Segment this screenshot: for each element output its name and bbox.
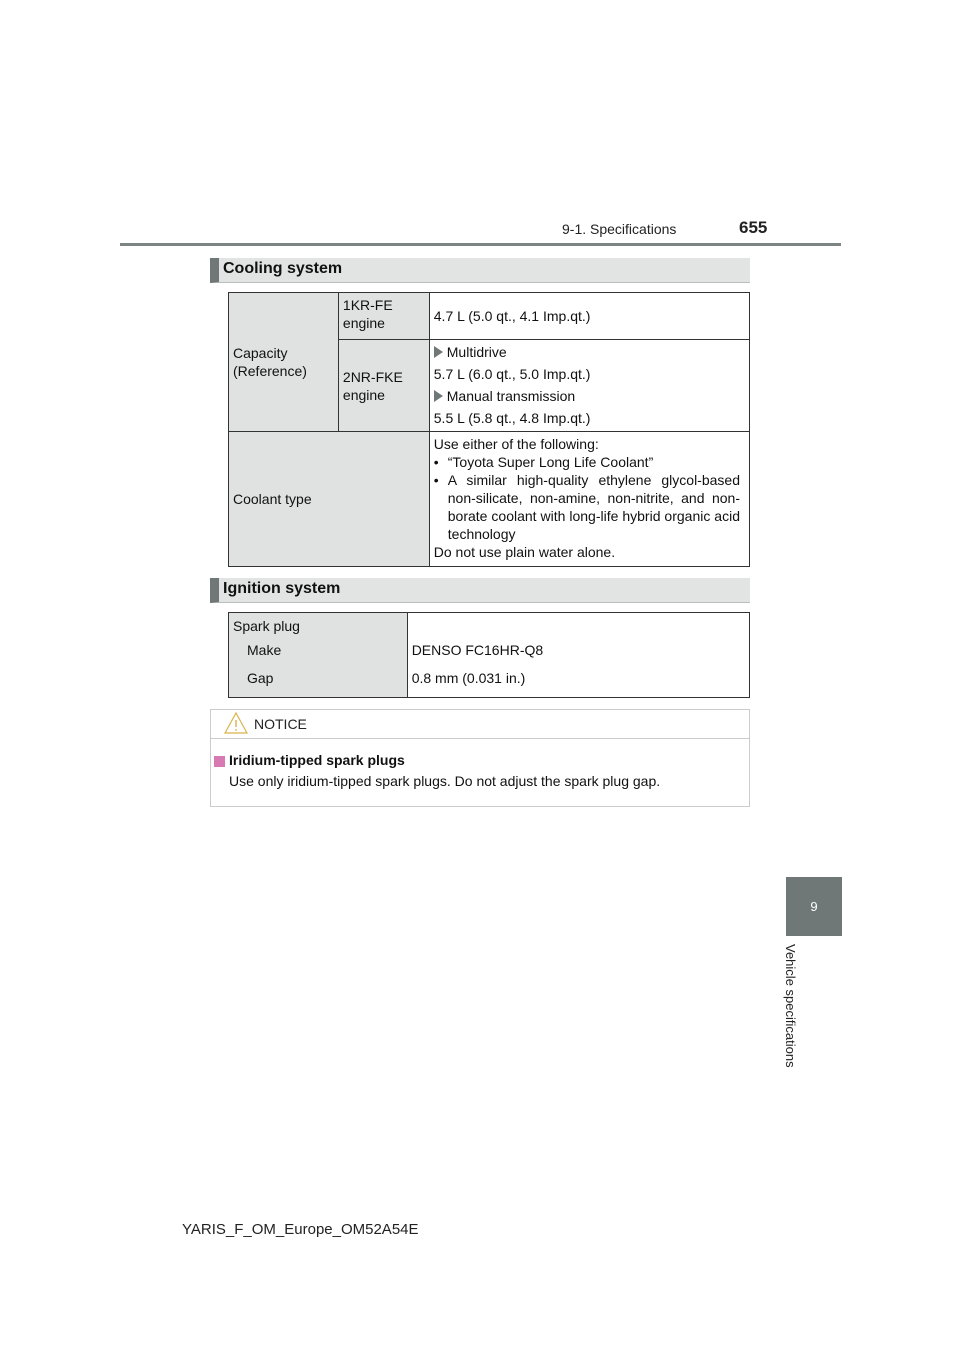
header-rule (120, 243, 841, 246)
manual-label: Manual transmission (446, 388, 576, 404)
manual-value: 5.5 L (5.8 qt., 4.8 Imp.qt.) (433, 410, 591, 426)
coolant-bullet: A similar high-quality ethylene glycol-based non-silicate, non-amine, non-nitrite, and non-borate coolant with long-life hybrid organic acid technology (447, 472, 740, 542)
gap-label: Gap (247, 670, 274, 686)
square-bullet-icon (214, 756, 225, 767)
list-item (434, 453, 740, 471)
cooling-system-table (228, 292, 750, 567)
engine-label: 2NR-FKE engine (342, 368, 403, 403)
capacity-value: 4.7 L (5.0 qt., 4.1 Imp.qt.) (433, 308, 591, 324)
chapter-tab-label (783, 944, 807, 1084)
multidrive-value: 5.7 L (6.0 qt., 5.0 Imp.qt.) (433, 366, 591, 382)
engine-cell (338, 293, 429, 340)
cooling-system-title: Cooling system (223, 260, 343, 277)
chapter-tab-label-text: Vehicle specifications (783, 944, 798, 1068)
cooling-system-heading (210, 258, 750, 283)
coolant-intro: Use either of the following: (433, 436, 599, 452)
manual-heading (434, 387, 745, 405)
table-row (229, 432, 750, 567)
make-label: Make (247, 642, 282, 658)
coolant-label-cell (229, 432, 430, 567)
gap-value: 0.8 mm (0.031 in.) (411, 670, 526, 686)
make-value: DENSO FC16HR-Q8 (411, 642, 544, 658)
triangle-bullet-icon (434, 346, 443, 358)
chapter-tab-number: 9 (810, 899, 818, 914)
page-number: 655 (739, 218, 768, 237)
spark-plug-value-cell (407, 613, 749, 698)
capacity-label: Capacity (Reference) (233, 345, 307, 379)
warning-triangle-icon (224, 711, 248, 735)
ignition-system-table (228, 612, 750, 698)
coolant-bullet: “Toyota Super Long Life Coolant” (447, 454, 654, 470)
engine-label: 1KR-FE engine (342, 297, 393, 331)
multidrive-heading (434, 343, 745, 361)
coolant-label: Coolant type (233, 491, 312, 507)
ignition-system-title: Ignition system (223, 580, 341, 597)
capacity-value-cell (429, 293, 749, 340)
notice-subtitle: Iridium-tipped spark plugs (229, 752, 405, 768)
table-row (229, 293, 750, 340)
triangle-bullet-icon (434, 390, 443, 402)
spark-plug-label: Spark plug (233, 618, 300, 634)
capacity-value-cell (429, 340, 749, 432)
notice-title: NOTICE (254, 716, 307, 732)
engine-cell (338, 340, 429, 432)
list-item (434, 471, 740, 543)
multidrive-label: Multidrive (446, 344, 507, 360)
header-section-title: 9-1. Specifications (562, 221, 677, 237)
capacity-label-cell (229, 293, 339, 432)
table-row (229, 613, 750, 698)
coolant-note: Do not use plain water alone. (433, 544, 616, 560)
notice-divider (210, 738, 750, 739)
bullet-dot-icon: • (433, 454, 439, 470)
notice-body: Use only iridium-tipped spark plugs. Do not adjust the spark plug gap. (229, 773, 661, 789)
footer-document-id: YARIS_F_OM_Europe_OM52A54E (182, 1221, 419, 1238)
coolant-value-cell (429, 432, 749, 567)
bullet-dot-icon: • (433, 472, 439, 488)
ignition-system-heading (210, 578, 750, 603)
spark-plug-label-cell (229, 613, 408, 698)
